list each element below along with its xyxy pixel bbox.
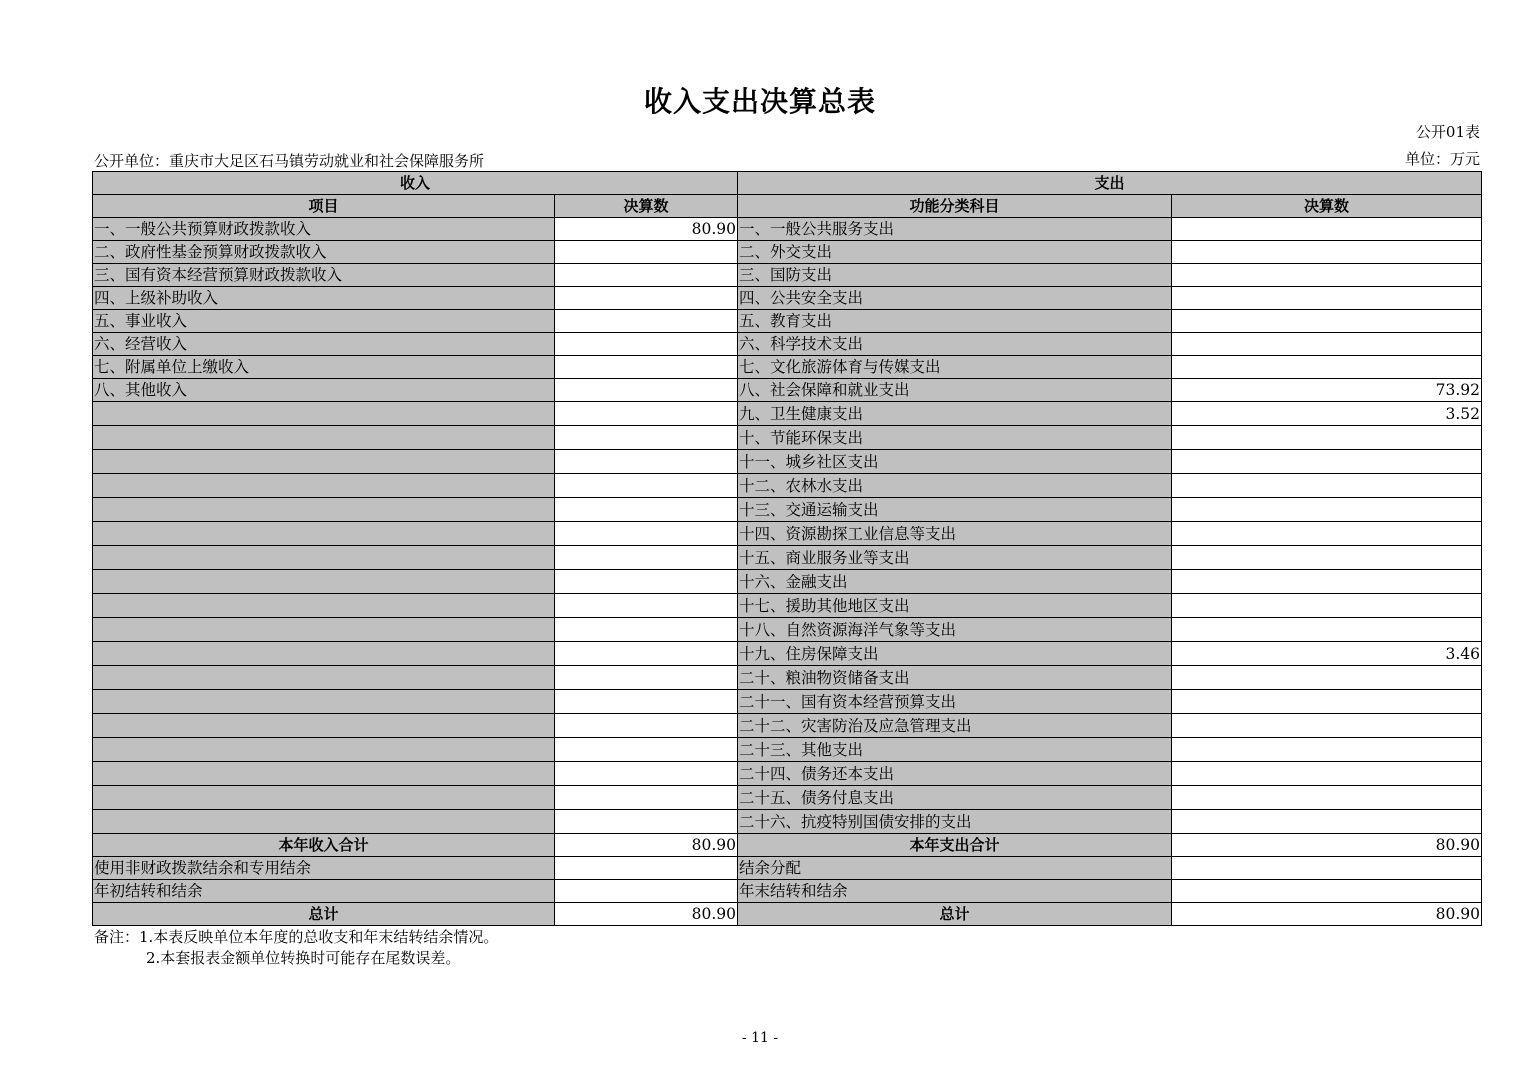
income-item-value (555, 594, 738, 618)
income-item-label (93, 618, 555, 642)
table-row (93, 810, 1482, 834)
expense-item-value (1172, 241, 1482, 264)
table-row (93, 762, 1482, 786)
expense-item-label: 七、文化旅游体育与传媒支出 (738, 356, 1172, 379)
table-row (93, 264, 1482, 287)
expense-item-label: 十七、援助其他地区支出 (738, 594, 1172, 618)
grand-total-income-label: 总计 (93, 903, 555, 926)
income-item-value (555, 666, 738, 690)
expense-item-label: 十、节能环保支出 (738, 426, 1172, 450)
table-row (93, 570, 1482, 594)
expense-item-label: 二十三、其他支出 (738, 738, 1172, 762)
income-item-value (555, 426, 738, 450)
expense-item-value (1172, 546, 1482, 570)
income-item-value: 80.90 (555, 218, 738, 241)
income-item-label: 八、其他收入 (93, 379, 555, 402)
table-row (93, 426, 1482, 450)
notes (94, 927, 498, 969)
expense-item-value (1172, 333, 1482, 356)
table-row (93, 218, 1482, 241)
expense-item-label: 十九、住房保障支出 (738, 642, 1172, 666)
income-item-value (555, 356, 738, 379)
income-item-label (93, 594, 555, 618)
income-total-label: 本年收入合计 (93, 834, 555, 857)
report-title: 收入支出决算总表 (643, 85, 876, 118)
income-item-value (555, 379, 738, 402)
income-extra-value (555, 857, 738, 880)
expense-total-label: 本年支出合计 (738, 834, 1172, 857)
expense-item-label: 十二、农林水支出 (738, 474, 1172, 498)
expense-item-value (1172, 570, 1482, 594)
table-row (93, 450, 1482, 474)
table-row (93, 594, 1482, 618)
income-item-label (93, 690, 555, 714)
expense-item-value (1172, 356, 1482, 379)
table-row (93, 690, 1482, 714)
income-item-value (555, 690, 738, 714)
expense-extra-value (1172, 857, 1482, 880)
page-number: - 11 - (741, 1030, 779, 1046)
expense-total-value: 80.90 (1172, 834, 1482, 857)
table-row (93, 642, 1482, 666)
income-item-value (555, 642, 738, 666)
expense-item-label: 九、卫生健康支出 (738, 402, 1172, 426)
expense-item-label: 二十六、抗疫特别国债安排的支出 (738, 810, 1172, 834)
income-item-label (93, 402, 555, 426)
income-item-value (555, 402, 738, 426)
income-item-value (555, 310, 738, 333)
income-item-label (93, 474, 555, 498)
income-item-label: 七、附属单位上缴收入 (93, 356, 555, 379)
income-item-label (93, 738, 555, 762)
income-total-value: 80.90 (555, 834, 738, 857)
expense-item-value (1172, 218, 1482, 241)
expense-item-label: 三、国防支出 (738, 264, 1172, 287)
note-line-1: 备注：1.本表反映单位本年度的总收支和年末结转结余情况。 (94, 928, 499, 946)
expense-item-value (1172, 287, 1482, 310)
income-item-value (555, 714, 738, 738)
expense-item-label: 十三、交通运输支出 (738, 498, 1172, 522)
expense-item-label: 二十二、灾害防治及应急管理支出 (738, 714, 1172, 738)
income-item-label (93, 666, 555, 690)
expense-item-label: 一、一般公共服务支出 (738, 218, 1172, 241)
table-row (93, 666, 1482, 690)
expense-item-label: 十五、商业服务业等支出 (738, 546, 1172, 570)
expense-item-value (1172, 522, 1482, 546)
expense-item-value (1172, 264, 1482, 287)
income-item-label (93, 714, 555, 738)
table-row (93, 498, 1482, 522)
expense-item-label: 二十一、国有资本经营预算支出 (738, 690, 1172, 714)
expense-item-value (1172, 762, 1482, 786)
income-item-label: 一、一般公共预算财政拨款收入 (93, 218, 555, 241)
expense-carryover-value (1172, 880, 1482, 903)
expense-item-label: 二十、粮油物资储备支出 (738, 666, 1172, 690)
income-item-value (555, 546, 738, 570)
column-header-amount-expense: 决算数 (1172, 195, 1482, 218)
income-section-header: 收入 (93, 172, 738, 195)
table-row (93, 618, 1482, 642)
column-header-category: 功能分类科目 (738, 195, 1172, 218)
income-item-value (555, 738, 738, 762)
expense-item-value: 3.52 (1172, 402, 1482, 426)
income-item-label (93, 426, 555, 450)
income-item-value (555, 241, 738, 264)
table-row (93, 310, 1482, 333)
expense-item-label: 十六、金融支出 (738, 570, 1172, 594)
table-code: 公开01表 (1415, 123, 1480, 141)
expense-item-label: 二十五、债务付息支出 (738, 786, 1172, 810)
table-row (93, 379, 1482, 402)
income-carryover-label: 年初结转和结余 (93, 880, 555, 903)
income-item-label (93, 570, 555, 594)
expense-item-label: 八、社会保障和就业支出 (738, 379, 1172, 402)
income-extra-label: 使用非财政拨款结余和专用结余 (93, 857, 555, 880)
expense-item-value (1172, 738, 1482, 762)
income-item-label: 三、国有资本经营预算财政拨款收入 (93, 264, 555, 287)
expense-extra-label: 结余分配 (738, 857, 1172, 880)
income-item-label (93, 450, 555, 474)
income-item-label (93, 498, 555, 522)
expense-item-value (1172, 450, 1482, 474)
expense-item-value (1172, 786, 1482, 810)
income-item-label (93, 762, 555, 786)
currency-unit: 单位：万元 (1404, 150, 1480, 168)
income-item-value (555, 474, 738, 498)
expense-item-value (1172, 474, 1482, 498)
column-header-amount: 决算数 (555, 195, 738, 218)
expense-item-value (1172, 310, 1482, 333)
expense-item-value (1172, 690, 1482, 714)
grand-total-income-value: 80.90 (555, 903, 738, 926)
expense-item-value (1172, 426, 1482, 450)
table-row (93, 287, 1482, 310)
note-line-2: 2.本套报表金额单位转换时可能存在尾数误差。 (146, 949, 461, 967)
income-item-label (93, 546, 555, 570)
income-item-label: 二、政府性基金预算财政拨款收入 (93, 241, 555, 264)
expense-section-header: 支出 (738, 172, 1482, 195)
grand-total-expense-value: 80.90 (1172, 903, 1482, 926)
expense-item-value (1172, 810, 1482, 834)
income-item-label: 四、上级补助收入 (93, 287, 555, 310)
income-item-value (555, 450, 738, 474)
table-row (93, 546, 1482, 570)
income-item-label: 五、事业收入 (93, 310, 555, 333)
income-carryover-value (555, 880, 738, 903)
table-row (93, 786, 1482, 810)
income-item-value (555, 333, 738, 356)
expense-item-label: 十八、自然资源海洋气象等支出 (738, 618, 1172, 642)
expense-item-value (1172, 618, 1482, 642)
table-row (93, 522, 1482, 546)
expense-item-value (1172, 666, 1482, 690)
income-expense-table (92, 171, 1482, 926)
expense-item-value (1172, 714, 1482, 738)
expense-carryover-label: 年末结转和结余 (738, 880, 1172, 903)
income-item-value (555, 498, 738, 522)
reporting-unit: 公开单位：重庆市大足区石马镇劳动就业和社会保障服务所 (94, 152, 485, 170)
expense-item-label: 二十四、债务还本支出 (738, 762, 1172, 786)
income-item-label (93, 810, 555, 834)
income-item-value (555, 522, 738, 546)
income-item-value (555, 264, 738, 287)
income-item-value (555, 762, 738, 786)
income-item-value (555, 287, 738, 310)
expense-item-label: 六、科学技术支出 (738, 333, 1172, 356)
expense-item-label: 十四、资源勘探工业信息等支出 (738, 522, 1172, 546)
expense-item-value: 73.92 (1172, 379, 1482, 402)
expense-item-label: 五、教育支出 (738, 310, 1172, 333)
income-item-label (93, 786, 555, 810)
expense-item-label: 二、外交支出 (738, 241, 1172, 264)
income-item-label (93, 642, 555, 666)
expense-item-label: 十一、城乡社区支出 (738, 450, 1172, 474)
table-row (93, 333, 1482, 356)
table-row (93, 356, 1482, 379)
expense-item-value: 3.46 (1172, 642, 1482, 666)
income-item-label: 六、经营收入 (93, 333, 555, 356)
income-item-value (555, 786, 738, 810)
table-row (93, 241, 1482, 264)
table-row (93, 714, 1482, 738)
column-header-item: 项目 (93, 195, 555, 218)
income-item-value (555, 570, 738, 594)
table-row (93, 738, 1482, 762)
expense-item-value (1172, 594, 1482, 618)
grand-total-expense-label: 总计 (738, 903, 1172, 926)
table-row (93, 402, 1482, 426)
table-row (93, 474, 1482, 498)
income-item-value (555, 810, 738, 834)
expense-item-value (1172, 498, 1482, 522)
income-item-value (555, 618, 738, 642)
expense-item-label: 四、公共安全支出 (738, 287, 1172, 310)
income-item-label (93, 522, 555, 546)
